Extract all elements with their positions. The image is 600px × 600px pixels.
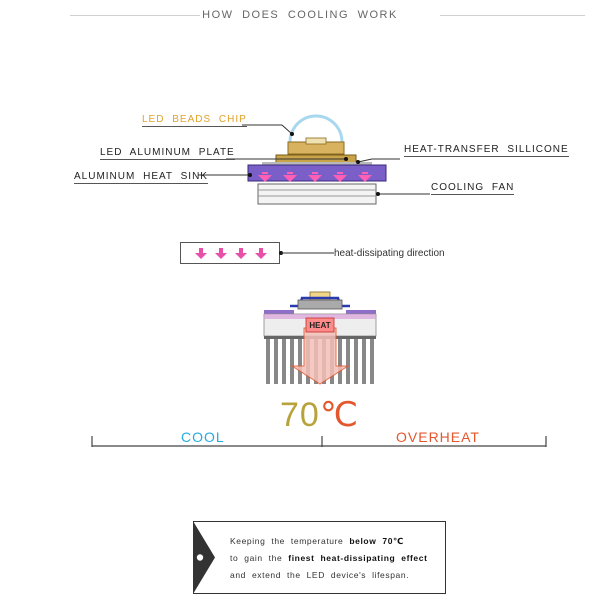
note-line-1 bbox=[230, 533, 428, 550]
page-title: HOW DOES COOLING WORK bbox=[202, 9, 398, 21]
chevron-right-icon bbox=[193, 521, 215, 594]
note-line-1-bold: below 70℃ bbox=[349, 536, 404, 546]
heat-direction-legend bbox=[180, 242, 280, 264]
heat-sink-diagram bbox=[260, 288, 380, 388]
legend-label: heat-dissipating direction bbox=[334, 248, 445, 259]
temperature-value: 70 bbox=[280, 396, 320, 434]
note-line-2-prefix: to gain the bbox=[230, 553, 283, 563]
label-led-aluminum-plate: LED ALUMINUM PLATE bbox=[100, 147, 235, 158]
legend-leader-line bbox=[278, 250, 334, 256]
label-cooling-fan: COOLING FAN bbox=[431, 182, 515, 193]
cool-label: COOL bbox=[181, 429, 225, 445]
temperature-unit: ℃ bbox=[319, 396, 360, 434]
note-line-3: and extend the LED device's lifespan. bbox=[230, 570, 410, 580]
header-line-right bbox=[440, 15, 585, 16]
note-line-1-prefix: Keeping the temperature bbox=[230, 536, 344, 546]
cooling-fan bbox=[258, 184, 376, 204]
label-aluminum-heat-sink: ALUMINUM HEAT SINK bbox=[74, 171, 208, 182]
led-assembly-diagram bbox=[0, 100, 600, 220]
label-heat-transfer-silicone: HEAT-TRANSFER SILLICONE bbox=[404, 144, 569, 155]
note-line-2 bbox=[230, 550, 428, 567]
note-box bbox=[193, 521, 446, 594]
label-led-beads-chip: LED BEADS CHIP bbox=[142, 114, 247, 125]
overheat-label: OVERHEAT bbox=[396, 429, 480, 445]
down-arrow-icon bbox=[181, 243, 281, 265]
note-text bbox=[230, 533, 428, 584]
note-line-2-bold: finest heat-dissipating effect bbox=[288, 553, 428, 563]
heat-label: HEAT bbox=[309, 321, 331, 330]
temperature-scale-line bbox=[90, 434, 550, 450]
temperature-threshold bbox=[280, 395, 359, 435]
